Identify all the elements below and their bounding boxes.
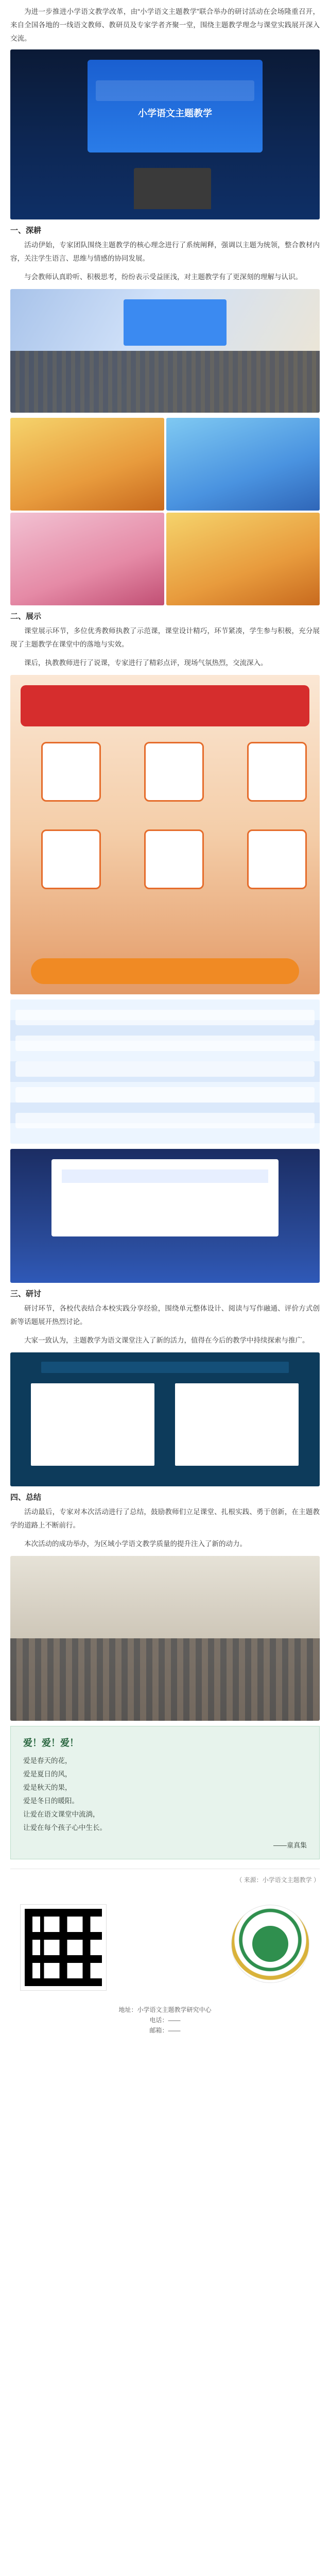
poster-tile xyxy=(144,742,204,802)
poster-cta xyxy=(31,958,299,984)
article-source: （ 来源：小学语文主题教学 ） xyxy=(236,1876,320,1884)
poster-tile xyxy=(41,829,101,889)
brand-logo-inner xyxy=(252,1926,288,1962)
grid-photo-1 xyxy=(10,418,164,511)
screen-text-block xyxy=(96,80,254,101)
audience-photo xyxy=(10,289,320,413)
poem-line: 爱是春天的花， xyxy=(23,1757,72,1765)
poem-line: 让爱在每个孩子心中生长。 xyxy=(23,1824,107,1832)
contact-line: 地址：小学语文主题教学研究中心 xyxy=(118,2006,212,2013)
photo-wall xyxy=(10,999,320,1144)
section-4-paragraph-2: 本次活动的成功举办，为区域小学语文教学质量的提升注入了新的动力。 xyxy=(24,1540,247,1548)
poem-line: 爱是夏日的风， xyxy=(23,1770,72,1778)
qr-code[interactable] xyxy=(21,1905,106,1990)
hall-screen xyxy=(124,299,227,346)
photo-wall-row xyxy=(15,1036,315,1051)
contact-line: 电话：—— xyxy=(149,2016,181,2024)
intro-paragraph: 为进一步推进小学语文教学改革，由“小学语文主题教学”联合举办的研讨活动在会场隆重召开，来自全国各地的一线语文教师、教研员及专家学者齐聚一堂，围绕主题教学理念与课堂实践展开深入交流。 xyxy=(10,8,320,42)
lecture-slide xyxy=(51,1159,279,1236)
photo-wall-row xyxy=(15,1010,315,1025)
poem-title: 爱！爱！爱！ xyxy=(23,1738,79,1748)
poster-tile xyxy=(247,829,307,889)
stage-screen-title: 小学语文主题教学 xyxy=(138,108,212,118)
poem-line: 爱是冬日的暖阳。 xyxy=(23,1797,79,1805)
lecture-slide-title-strip xyxy=(62,1170,268,1183)
poem-line: 爱是秋天的果， xyxy=(23,1784,72,1791)
section-2-paragraph-2: 课后，执教教师进行了说课，专家进行了精彩点评，现场气氛热烈，交流深入。 xyxy=(24,659,268,667)
poster-tile xyxy=(247,742,307,802)
contact-line: 邮箱：—— xyxy=(149,2027,181,2034)
slide-panel xyxy=(10,1352,320,1486)
section-3-paragraph-1: 研讨环节，各校代表结合本校实践分享经验，围绕单元整体设计、阅读与写作融通、评价方式创新等话题展开热烈讨论。 xyxy=(10,1304,320,1326)
stage-photo xyxy=(10,49,320,219)
poem-card xyxy=(10,1726,320,1859)
slide-panel-box xyxy=(31,1383,154,1466)
photo-wall-row xyxy=(15,1061,315,1077)
section-2-paragraph-1: 课堂展示环节，多位优秀教师执教了示范课，课堂设计精巧，环节紧凑，学生参与积极，充分展现了主题教学在课堂中的落地与实效。 xyxy=(10,627,320,648)
poster-banner xyxy=(21,685,309,726)
contact-info xyxy=(0,2005,330,2036)
section-title-1: 一、深耕 xyxy=(10,226,42,235)
poster-tile xyxy=(41,742,101,802)
grid-photo-3 xyxy=(10,513,164,605)
photo-wall-row xyxy=(15,1113,315,1128)
section-4-paragraph-1: 活动最后，专家对本次活动进行了总结，鼓励教师们立足课堂、扎根实践、勇于创新，在主题教学的道路上不断前行。 xyxy=(10,1508,320,1529)
brand-logo xyxy=(231,1905,309,1983)
poem-author: ——童真集 xyxy=(273,1841,307,1849)
bottom-area xyxy=(0,1905,330,1993)
lecture-photo xyxy=(10,1149,320,1283)
lectern xyxy=(134,168,211,209)
grid-photo-4 xyxy=(166,513,320,605)
slide-panel-box xyxy=(175,1383,299,1466)
section-1-paragraph-1: 活动伊始，专家团队围绕主题教学的核心理念进行了系统阐释，强调以主题为统领，整合教材内容，关注学生语言、思维与情感的协同发展。 xyxy=(10,241,320,262)
stage-screen xyxy=(88,60,263,152)
photo-wall-row xyxy=(15,1087,315,1103)
section-1-paragraph-2: 与会教师认真聆听、积极思考，纷纷表示受益匪浅，对主题教学有了更深刻的理解与认识。 xyxy=(24,273,302,281)
classroom-photo xyxy=(10,1556,320,1721)
grid-photo-2 xyxy=(166,418,320,511)
classroom-people xyxy=(10,1638,320,1721)
section-title-3: 三、研讨 xyxy=(10,1290,42,1298)
poster-tile xyxy=(144,829,204,889)
poem-line: 让爱在语文课堂中流淌， xyxy=(23,1810,100,1818)
section-title-4: 四、总结 xyxy=(10,1493,42,1502)
section-3-paragraph-2: 大家一致认为，主题教学为语文课堂注入了新的活力，值得在今后的教学中持续探索与推广。 xyxy=(24,1336,309,1344)
section-title-2: 二、展示 xyxy=(10,612,42,621)
slide-panel-title xyxy=(41,1362,289,1373)
intro xyxy=(0,0,330,45)
article-footer xyxy=(0,1869,330,1884)
event-poster xyxy=(10,675,320,994)
crowd xyxy=(10,351,320,413)
photo-grid xyxy=(10,418,320,605)
